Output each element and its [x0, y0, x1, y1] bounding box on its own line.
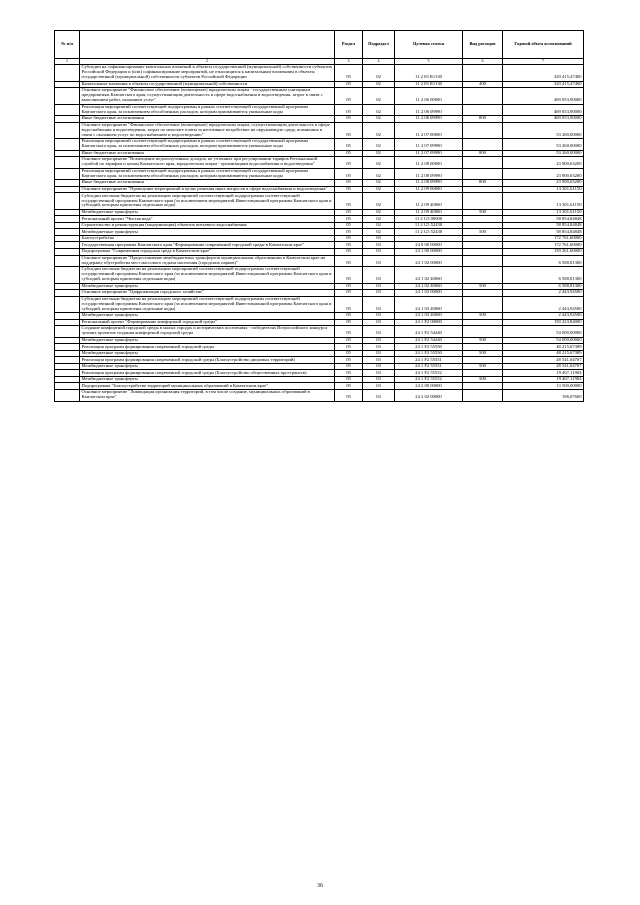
cell-vr: 500	[463, 350, 503, 357]
cell-amount: 53 260,00000	[503, 122, 584, 138]
cell-csr: 24 1 F2 54240	[395, 337, 463, 344]
cell-razdel: 05	[335, 296, 363, 312]
cell-podrazdel: 02	[363, 139, 395, 151]
cell-razdel: 05	[335, 157, 363, 169]
cell-num	[55, 255, 80, 267]
cell-podrazdel: 03	[363, 242, 395, 249]
cell-amount: 13 301,61150	[503, 186, 584, 193]
table-row	[55, 326, 584, 338]
cell-razdel: 05	[335, 390, 363, 402]
cell-amount: 320 415,47400	[503, 65, 584, 81]
cell-amount: 150 223,84000	[503, 319, 584, 326]
cell-amount: 54 000,00000	[503, 326, 584, 338]
cell-amount: 28 541,04707	[503, 357, 584, 364]
cell-amount: 53 260,00000	[503, 139, 584, 151]
cell-podrazdel: 02	[363, 150, 395, 157]
cell-podrazdel: 02	[363, 229, 395, 236]
column-number: 3	[335, 58, 363, 65]
cell-razdel: 05	[335, 88, 363, 104]
cell-num	[55, 122, 80, 138]
cell-amount: 48 215,67389	[503, 344, 584, 351]
cell-podrazdel: 03	[363, 337, 395, 344]
cell-num	[55, 104, 80, 116]
cell-csr: 11 2 08 09990	[395, 180, 463, 187]
cell-amount: 469 053,90000	[503, 104, 584, 116]
cell-podrazdel: 03	[363, 350, 395, 357]
cell-podrazdel: 02	[363, 81, 395, 88]
cell-csr: 24 1 00 00000	[395, 249, 463, 256]
cell-csr: 11 2 07 09990	[395, 150, 463, 157]
cell-csr: 24 1 03 40060	[395, 313, 463, 320]
cell-vr: 500	[463, 209, 503, 216]
cell-name: Благоустройство	[80, 235, 335, 242]
table-row	[55, 390, 584, 402]
cell-csr: 24 0 00 00000	[395, 242, 463, 249]
cell-csr: 24 2 00 00000	[395, 383, 463, 390]
cell-csr: 11 2 09 40060	[395, 193, 463, 209]
cell-razdel: 05	[335, 313, 363, 320]
cell-num	[55, 390, 80, 402]
cell-podrazdel: 02	[363, 168, 395, 180]
cell-amount: 13 301,61150	[503, 193, 584, 209]
cell-name: Региональный проект "Формирование комфортной городской среды"	[80, 319, 335, 326]
cell-razdel: 05	[335, 235, 363, 242]
cell-vr: 400	[463, 81, 503, 88]
cell-csr: 11 2 09 40060	[395, 209, 463, 216]
table-row	[55, 267, 584, 283]
cell-amount: 172 761,60000	[503, 242, 584, 249]
cell-razdel: 05	[335, 150, 363, 157]
cell-name: Основное мероприятие "Возмещение недополученных доходов, не учтенных при регулировании тарифов Региональной службой по тарифам и ценам Камчатского края, юридическим лицам - организациям водоснабжения и водоотведения"	[80, 157, 335, 169]
cell-csr: 24 1 F2 00000	[395, 319, 463, 326]
cell-podrazdel: 02	[363, 186, 395, 193]
cell-podrazdel: 02	[363, 222, 395, 229]
cell-csr: 24 1 03 00000	[395, 290, 463, 297]
cell-name: Основное мероприятие "Финансовое обеспечение (возмещение) юридическим лицам, осуществляющим деятельность в сфере водоснабжения и водоотведения, затрат по неоплате платы за негативное воздействие на окружающую среду, возникших в связи с оказанием услуг по водоснабжению и водоотведению"	[80, 122, 335, 138]
cell-amount: 28 541,04707	[503, 363, 584, 370]
cell-podrazdel: 02	[363, 157, 395, 169]
cell-amount: 23 900,63200	[503, 168, 584, 180]
header-name	[80, 31, 335, 59]
cell-podrazdel: 02	[363, 65, 395, 81]
cell-name: Подпрограмма "Современная городская среда в Камчатском крае"	[80, 249, 335, 256]
cell-name: Основное мероприятие "Ликвидация организация территорий, в том числе создание, муниципальных образований в Камчатском крае"	[80, 390, 335, 402]
cell-num	[55, 139, 80, 151]
cell-razdel: 05	[335, 180, 363, 187]
cell-name: Капитальные вложения в объекты государственной (муниципальной) собственности	[80, 81, 335, 88]
cell-razdel: 05	[335, 370, 363, 377]
cell-vr	[463, 122, 503, 138]
cell-podrazdel: 02	[363, 122, 395, 138]
cell-name: Реализация мероприятий соответствующей подпрограммы в рамках соответствующей государственной программы Камчатского края, за исключением обособленных расходов, которым присваиваются уникальные коды	[80, 104, 335, 116]
column-number: 4	[363, 58, 395, 65]
cell-csr: 24 1 F2 55550	[395, 350, 463, 357]
cell-razdel: 05	[335, 363, 363, 370]
cell-podrazdel: 03	[363, 326, 395, 338]
cell-csr: 24 1 F2 55552	[395, 370, 463, 377]
cell-amount: 13 500,00000	[503, 383, 584, 390]
cell-razdel: 05	[335, 337, 363, 344]
table-body	[55, 65, 584, 401]
cell-csr: 11 2 G5 52430	[395, 229, 463, 236]
header-num: № п/п	[55, 31, 80, 59]
cell-amount: 58 854,84848	[503, 222, 584, 229]
cell-num	[55, 88, 80, 104]
cell-amount: 19 467,11904	[503, 376, 584, 383]
cell-podrazdel: 03	[363, 290, 395, 297]
cell-name: Иные бюджетные ассигнования	[80, 150, 335, 157]
cell-name: Реализация программ формирования современной городской среды (Благоустройство дворовых территорий)	[80, 357, 335, 364]
table-row	[55, 104, 584, 116]
cell-vr	[463, 104, 503, 116]
cell-vr	[463, 296, 503, 312]
column-number: 1	[55, 58, 80, 65]
header-podrazdel: Подраздел	[363, 31, 395, 59]
header-amount: Годовой объем ассигнований	[503, 31, 584, 59]
cell-razdel: 05	[335, 267, 363, 283]
cell-name: Межбюджетные трансферты	[80, 350, 335, 357]
cell-csr: 11 2 08 00000	[395, 157, 463, 169]
cell-name: Государственная программа Камчатского края "Формирование современной городской среды в Камчатском крае"	[80, 242, 335, 249]
header-vr: Вид расходов	[463, 31, 503, 59]
cell-razdel: 05	[335, 350, 363, 357]
column-number: 2	[80, 58, 335, 65]
cell-amount: 469 053,90000	[503, 88, 584, 104]
cell-razdel: 05	[335, 229, 363, 236]
table-row	[55, 193, 584, 209]
cell-vr: 800	[463, 150, 503, 157]
table-row	[55, 296, 584, 312]
cell-csr: 11 2 G5 52430	[395, 222, 463, 229]
cell-razdel: 05	[335, 209, 363, 216]
cell-amount: 172 761,60000	[503, 235, 584, 242]
cell-csr: 11 2 03 R1130	[395, 81, 463, 88]
cell-name: Межбюджетные трансферты	[80, 209, 335, 216]
cell-podrazdel: 03	[363, 313, 395, 320]
cell-num	[55, 168, 80, 180]
cell-amount: 58 854,84848	[503, 216, 584, 223]
cell-podrazdel: 03	[363, 383, 395, 390]
cell-csr: 24 1 02 40060	[395, 267, 463, 283]
cell-amount: 6 588,81300	[503, 283, 584, 290]
header-csr: Целевая статья	[395, 31, 463, 59]
page-number: 36	[317, 883, 323, 889]
cell-razdel: 05	[335, 65, 363, 81]
cell-amount: 53 260,00000	[503, 150, 584, 157]
cell-name: Субсидии местным бюджетам на реализацию мероприятий соответствующей подпрограммы соответствующей государственной программы Камчатского края (за исключением мероприятий Инвестиционной программы Камчатского края и субсидий, которым присвоены отдельные коды)	[80, 296, 335, 312]
cell-podrazdel: 03	[363, 249, 395, 256]
cell-vr: 500	[463, 229, 503, 236]
cell-csr: 24 1 F2 55552	[395, 376, 463, 383]
cell-csr: 11 2 07 00000	[395, 122, 463, 138]
cell-name: Межбюджетные трансферты	[80, 283, 335, 290]
cell-vr: 500	[463, 283, 503, 290]
cell-razdel: 05	[335, 104, 363, 116]
cell-razdel: 05	[335, 242, 363, 249]
cell-podrazdel: 02	[363, 104, 395, 116]
cell-vr	[463, 390, 503, 402]
budget-table	[54, 30, 584, 402]
cell-podrazdel: 02	[363, 88, 395, 104]
cell-amount: 54 000,00000	[503, 337, 584, 344]
cell-razdel: 05	[335, 376, 363, 383]
cell-name: Реализация мероприятий соответствующей подпрограммы в рамках соответствующей государственной программы Камчатского края, за исключением обособленных расходов, которым присваиваются уникальные коды	[80, 139, 335, 151]
cell-razdel: 05	[335, 116, 363, 123]
cell-amount: 58 854,84848	[503, 229, 584, 236]
cell-razdel: 05	[335, 255, 363, 267]
cell-razdel: 05	[335, 168, 363, 180]
cell-csr: 11 2 08 09990	[395, 168, 463, 180]
cell-vr	[463, 65, 503, 81]
cell-podrazdel: 03	[363, 363, 395, 370]
cell-amount: 2 443,94500	[503, 313, 584, 320]
cell-name: Межбюджетные трансферты	[80, 313, 335, 320]
cell-razdel: 05	[335, 81, 363, 88]
cell-amount: 48 215,67389	[503, 350, 584, 357]
cell-name: Основное мероприятие "Проведение мероприятий в целях решения иных вопросов в сфере водоснабжения и водоотведения"	[80, 186, 335, 193]
cell-csr: 24 1 F2 55551	[395, 363, 463, 370]
cell-vr	[463, 139, 503, 151]
cell-podrazdel: 03	[363, 255, 395, 267]
table-row	[55, 255, 584, 267]
cell-name: Реализация мероприятий соответствующей подпрограммы в рамках соответствующей государственной программы Камчатского края, за исключением обособленных расходов, которым присваиваются уникальные коды	[80, 168, 335, 180]
cell-amount: 19 467,11904	[503, 370, 584, 377]
cell-amount: 6 588,81300	[503, 267, 584, 283]
cell-csr: 24 1 F2 54240	[395, 326, 463, 338]
table-row	[55, 157, 584, 169]
table-row	[55, 88, 584, 104]
cell-csr: 11 2 03 R1130	[395, 65, 463, 81]
cell-podrazdel: 03	[363, 267, 395, 283]
header-razdel: Раздел	[335, 31, 363, 59]
cell-name: Региональный проект "Чистая вода"	[80, 216, 335, 223]
cell-csr: 24 1 F2 55550	[395, 344, 463, 351]
table-row	[55, 139, 584, 151]
cell-razdel: 05	[335, 139, 363, 151]
cell-podrazdel: 02	[363, 116, 395, 123]
cell-num	[55, 296, 80, 312]
cell-name: Межбюджетные трансферты	[80, 363, 335, 370]
cell-vr: 800	[463, 180, 503, 187]
cell-name: Субсидии на софинансирование капитальных вложений в объекты государственной (муниципальной) собственности субъектов Российской Федерации и (или) софинансирование мероприятий, не относящихся к капитальным вложениям в объекты государственной (муниципальной) собственности субъектов Российской Федерации	[80, 65, 335, 81]
cell-vr	[463, 326, 503, 338]
cell-amount: 469 053,90000	[503, 116, 584, 123]
cell-podrazdel: 03	[363, 390, 395, 402]
cell-razdel: 05	[335, 249, 363, 256]
cell-csr: 11 2 06 09990	[395, 116, 463, 123]
cell-name: Субсидии местным бюджетам на реализацию мероприятий соответствующей подпрограммы соответствующей государственной программы Камчатского края (за исключением мероприятий Инвестиционной программы Камчатского края и субсидий, которым присвоены отдельные коды)	[80, 193, 335, 209]
cell-razdel: 05	[335, 383, 363, 390]
cell-name: Строительство и реконструкция (модернизация) объектов питьевого водоснабжения	[80, 222, 335, 229]
cell-name: Подпрограмма "Благоустройство территорий муниципальных образований в Камчатском крае"	[80, 383, 335, 390]
cell-name: Основное мероприятие "Финансовое обеспечение (возмещение) юридическим лицам - государственным унитарным предприятиям Камчатского края, осуществляющим деятельность в сфере водоснабжения и водоотведения, затрат в связи с выполнением работ, оказанием услуг"	[80, 88, 335, 104]
cell-csr: 11 2 09 00000	[395, 186, 463, 193]
cell-csr: 11 2 06 00000	[395, 88, 463, 104]
column-number: 6	[463, 58, 503, 65]
cell-vr: 500	[463, 376, 503, 383]
cell-amount: 2 443,94500	[503, 296, 584, 312]
cell-name: Межбюджетные трансферты	[80, 229, 335, 236]
cell-amount: 23 900,63200	[503, 157, 584, 169]
cell-podrazdel: 03	[363, 344, 395, 351]
cell-amount: 320 415,47400	[503, 81, 584, 88]
cell-amount: 2 443,94500	[503, 290, 584, 297]
cell-razdel: 05	[335, 122, 363, 138]
cell-name: Реализация программ формирования современной городской среды	[80, 344, 335, 351]
cell-num	[55, 326, 80, 338]
cell-num	[55, 65, 80, 81]
cell-razdel: 05	[335, 357, 363, 364]
column-number: 5	[395, 58, 463, 65]
cell-csr: 24 1 F2 55551	[395, 357, 463, 364]
cell-podrazdel: 03	[363, 319, 395, 326]
cell-razdel: 05	[335, 216, 363, 223]
cell-razdel: 05	[335, 283, 363, 290]
cell-csr: 24 1 02 00000	[395, 255, 463, 267]
cell-vr	[463, 157, 503, 169]
cell-vr	[463, 193, 503, 209]
cell-podrazdel: 03	[363, 296, 395, 312]
cell-csr: 11 2 06 09990	[395, 104, 463, 116]
cell-podrazdel: 02	[363, 216, 395, 223]
cell-razdel: 05	[335, 193, 363, 209]
cell-amount: 13 301,61150	[503, 209, 584, 216]
cell-podrazdel: 03	[363, 376, 395, 383]
cell-razdel: 05	[335, 186, 363, 193]
cell-amount: 159 261,60000	[503, 249, 584, 256]
cell-podrazdel: 02	[363, 193, 395, 209]
cell-razdel: 05	[335, 290, 363, 297]
cell-name: Субсидии местным бюджетам на реализацию мероприятий соответствующей подпрограммы соответствующей государственной программы Камчатского края (за исключением мероприятий Инвестиционной программы Камчатского края и субсидий, которым присвоены отдельные коды)	[80, 267, 335, 283]
table-row	[55, 168, 584, 180]
cell-vr	[463, 88, 503, 104]
cell-num	[55, 193, 80, 209]
cell-name: Межбюджетные трансферты	[80, 337, 335, 344]
cell-vr	[463, 255, 503, 267]
cell-amount: 196,07600	[503, 390, 584, 402]
cell-vr: 800	[463, 116, 503, 123]
cell-vr	[463, 267, 503, 283]
cell-csr: 24 2 02 00000	[395, 390, 463, 402]
cell-csr: 11 2 G5 00000	[395, 216, 463, 223]
header-row	[55, 31, 584, 59]
cell-csr: 11 2 07 09990	[395, 139, 463, 151]
cell-vr: 500	[463, 363, 503, 370]
cell-podrazdel: 02	[363, 209, 395, 216]
cell-name: Иные бюджетные ассигнования	[80, 116, 335, 123]
table-row	[55, 65, 584, 81]
table-row	[55, 122, 584, 138]
cell-vr: 500	[463, 337, 503, 344]
cell-amount: 23 900,63200	[503, 180, 584, 187]
cell-podrazdel: 03	[363, 370, 395, 377]
cell-podrazdel: 02	[363, 180, 395, 187]
cell-vr	[463, 168, 503, 180]
cell-razdel: 05	[335, 222, 363, 229]
cell-amount: 6 588,81300	[503, 255, 584, 267]
cell-name: Межбюджетные трансферты	[80, 376, 335, 383]
cell-name: Основное мероприятие "Предоставление межбюджетных трансфертов муниципальным образованиям в Камчатском крае на поддержку обустройства мест массового отдыха населения (городских парков)"	[80, 255, 335, 267]
cell-podrazdel: 03	[363, 235, 395, 242]
cell-csr: 24 1 02 40060	[395, 283, 463, 290]
cell-name: Реализация программ формирования современной городской среды (Благоустройство общественных пространств)	[80, 370, 335, 377]
cell-num	[55, 157, 80, 169]
cell-razdel: 05	[335, 319, 363, 326]
cell-podrazdel: 03	[363, 357, 395, 364]
cell-num	[55, 267, 80, 283]
cell-name: Основное мероприятие "Цифровизация городского хозяйства"	[80, 290, 335, 297]
cell-razdel: 05	[335, 326, 363, 338]
column-number: 7	[503, 58, 584, 65]
cell-csr: 24 1 03 40060	[395, 296, 463, 312]
cell-vr: 500	[463, 313, 503, 320]
cell-name: Создание комфортной городской среды в малых городах и исторических поселениях - победителях Всероссийского конкурса лучших проектов создания комфортной городской среды	[80, 326, 335, 338]
cell-podrazdel: 03	[363, 283, 395, 290]
cell-name: Иные бюджетные ассигнования	[80, 180, 335, 187]
cell-razdel: 05	[335, 344, 363, 351]
